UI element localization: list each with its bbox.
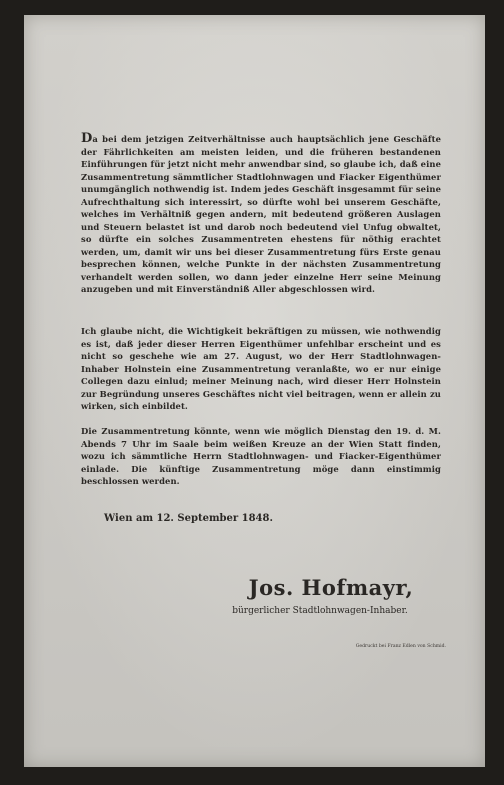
signature-name: Jos. Hofmayr, [248, 575, 414, 600]
printer-imprint: Gedruckt bei Franz Edlen von Schmid. [355, 644, 446, 649]
signature-role: bürgerlicher Stadtlohnwagen-Inhaber. [232, 606, 408, 616]
paragraph-1: Da bei dem jetzigen Zeitverhältnisse auch hauptsächlich jene Geschäfte der Fährlichkeiten am meisten leiden, und die früheren bestandenen Einführungen für jetzt nicht mehr anwendbar sind, so glaube ich, daß eine Zusammentretung sämmtlicher Stadtlohnwagen und Fiacker Eigenthümer unumgänglich nothwendig ist. Indem jedes Geschäft insgesammt für seine Aufrechthaltung sich interessirt, so dürfte wohl bei unserem Geschäfte, welches im Verhältniß gegen andern, mit bedeutend größeren Auslagen und Steuern belastet ist und darob noch bedeutend viel Unfug obwaltet, so dürfte ein solches Zusammentreten ehestens für nöthig erachtet werden, um, damit wir uns bei dieser Zusammentretung fürs Erste genau besprechen können, welche Punkte in der nächsten Zusammentretung verhandelt werden sollen, wo dann jeder einzelne Herr seine Meinung anzugeben und mit Einverständniß Aller abgeschlossen wird. [81, 131, 441, 294]
date-line: Wien am 12. September 1848. [104, 513, 273, 524]
paragraph-2: Ich glaube nicht, die Wichtigkeit bekräftigen zu müssen, wie nothwendig es ist, daß jeder dieser Herren Eigenthümer unfehlbar erscheint und es nicht so geschehe wie am 27. August, wo der Herr Stadtlohnwagen-Inhaber Holnstein eine Zusammentretung veranlaßte, wo er nur einige Collegen dazu einlud; meiner Meinung nach, wird dieser Herr Holnstein zur Begründung unseres Geschäftes nicht viel beitragen, wenn er allein zu wirken, sich einbildet. [81, 326, 441, 411]
paragraph-3: Die Zusammentretung könnte, wenn wie möglich Dienstag den 19. d. M. Abends 7 Uhr im Saale beim weißen Kreuze an der Wien Statt finden, wozu ich sämmtliche Herrn Stadtlohnwagen- und Fiacker-Eigenthümer einlade. Die künftige Zusammentretung möge dann einstimmig beschlossen werden. [81, 426, 441, 486]
document-page [24, 15, 485, 767]
